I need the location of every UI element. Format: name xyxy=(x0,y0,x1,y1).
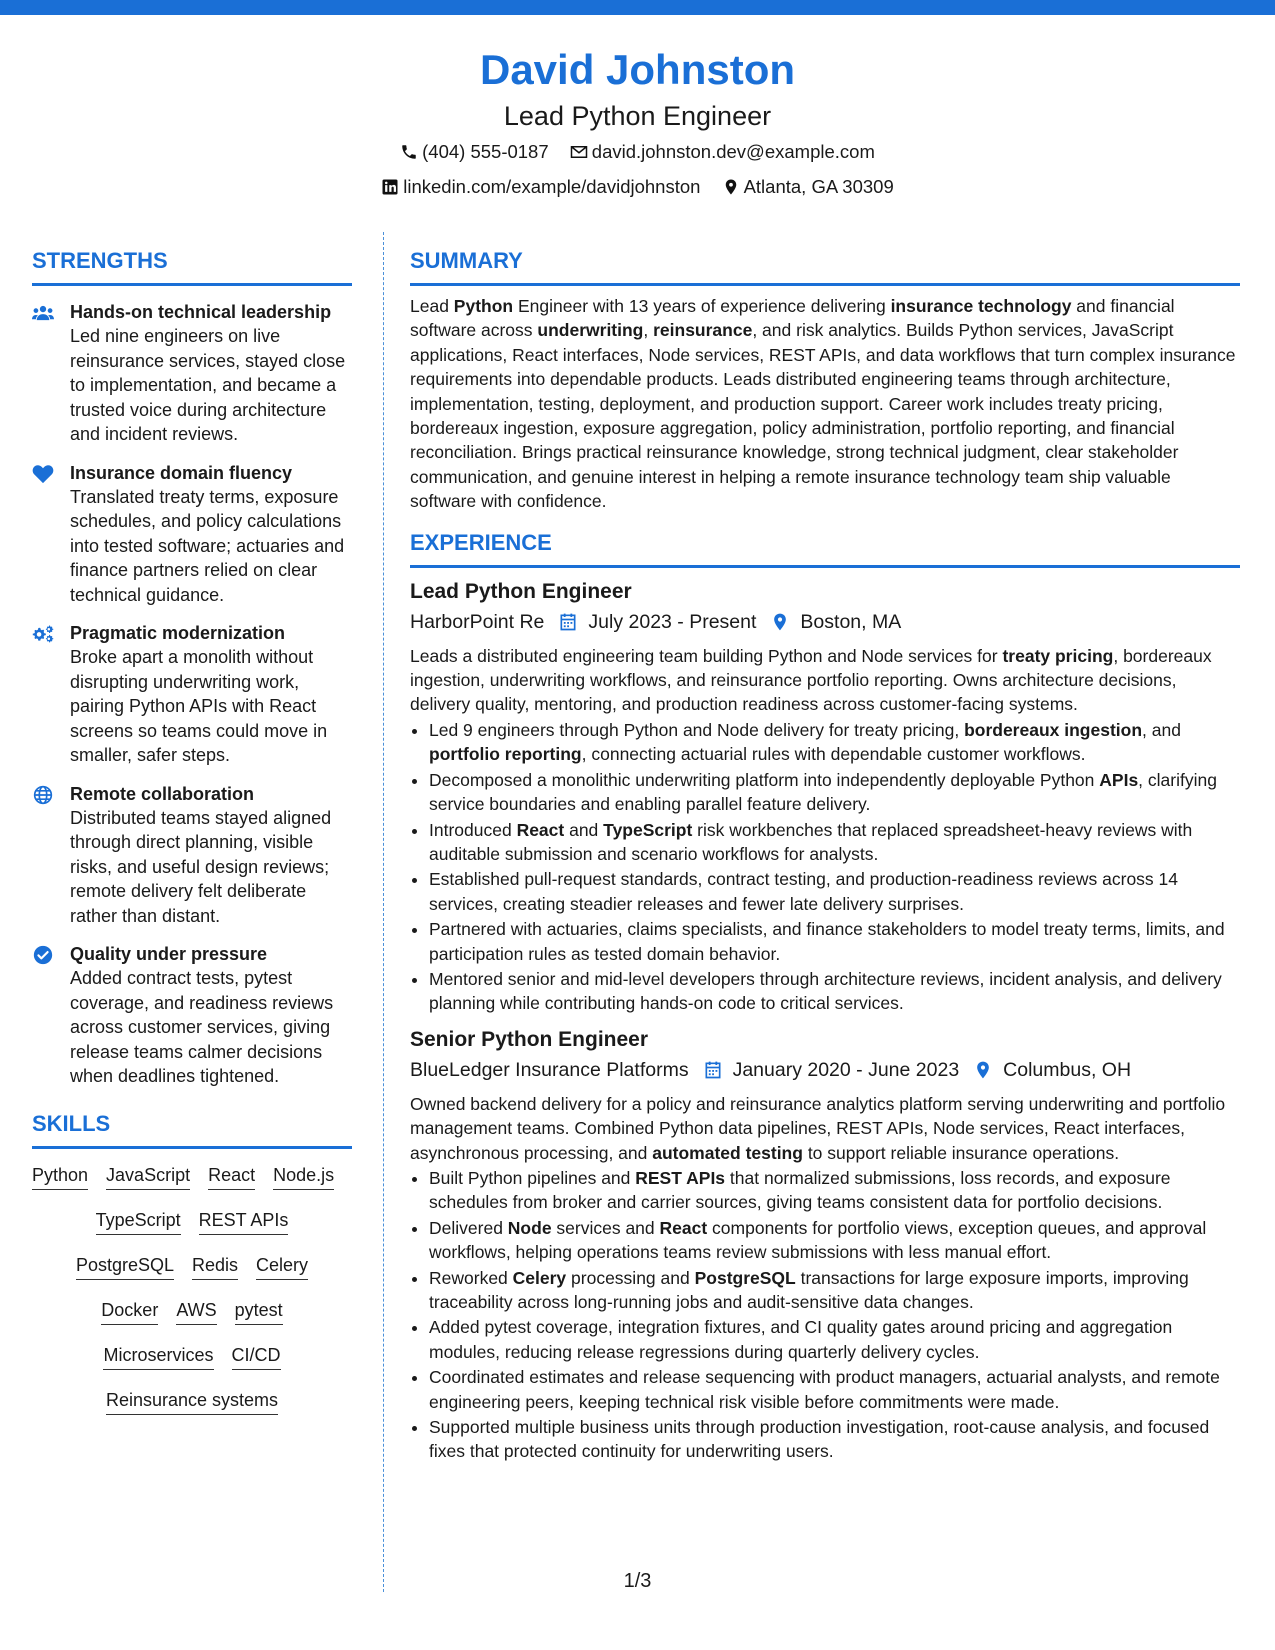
text-run: that normalized submissions, loss records, and exposure schedules from broker and carrier sources, giving teams consistent data for portfolio decisions. xyxy=(429,1167,1171,1213)
top-accent-bar xyxy=(0,0,1275,15)
location-contact xyxy=(722,175,894,199)
strength-title: Quality under pressure xyxy=(70,944,268,964)
bold-keyword: portfolio reporting xyxy=(429,744,582,765)
text-run: , xyxy=(643,320,654,341)
linkedin-text[interactable]: linkedin.com/example/davidjohnston xyxy=(403,176,701,197)
skill-tag: TypeScript xyxy=(96,1208,181,1235)
job-meta xyxy=(410,608,1240,636)
bullet-item xyxy=(429,818,1240,867)
skill-tag: Microservices xyxy=(103,1343,213,1370)
skill-tag: JavaScript xyxy=(106,1163,190,1190)
calendar-icon xyxy=(703,1060,723,1080)
users-icon xyxy=(32,300,70,447)
text-run: and financial software across xyxy=(410,296,1175,341)
strength-item xyxy=(32,621,352,768)
experience-heading: EXPERIENCE xyxy=(410,528,1240,568)
job-entry xyxy=(410,1026,1240,1464)
bold-keyword: React xyxy=(659,1217,708,1238)
text-run: Delivered xyxy=(429,1217,508,1238)
map-pin-icon xyxy=(973,1060,993,1080)
job-bullets xyxy=(410,1166,1240,1464)
map-pin-icon xyxy=(770,612,790,632)
skill-tag: CI/CD xyxy=(232,1343,281,1370)
skills-list xyxy=(32,1163,352,1415)
strength-title: Remote collaboration xyxy=(70,783,255,804)
strength-desc: Led nine engineers on live reinsurance services, stayed close to implementation, and became a trusted voice during architecture and incident reviews. xyxy=(70,326,346,444)
text-run: and xyxy=(564,819,604,840)
resume-header xyxy=(0,42,1275,202)
strength-item xyxy=(32,942,352,1089)
heart-icon xyxy=(32,461,70,608)
job-meta xyxy=(410,1056,1240,1084)
job-dates: January 2020 - June 2023 xyxy=(732,1058,960,1081)
bullet-item xyxy=(429,1315,1240,1364)
skill-row xyxy=(32,1253,352,1280)
check-circle-icon xyxy=(32,942,70,1089)
text-run: transactions for large exposure imports, improving traceability across long-running jobs and audit-sensitive data changes. xyxy=(429,1267,1189,1312)
job-title: Senior Python Engineer xyxy=(410,1027,649,1051)
contact-line-1 xyxy=(0,140,1275,167)
text-run: processing and xyxy=(566,1267,695,1288)
strengths-heading: STRENGTHS xyxy=(32,246,352,286)
skill-row xyxy=(32,1208,352,1235)
strength-item xyxy=(32,782,352,929)
skill-tag: Celery xyxy=(256,1253,308,1280)
strengths-list xyxy=(32,300,352,1089)
text-run: Established pull-request standards, contract testing, and production-readiness reviews across 14 services, creating steadier releases and fewer late delivery surprises. xyxy=(429,869,1179,914)
skill-tag: Node.js xyxy=(273,1163,334,1190)
left-column xyxy=(32,246,352,1415)
skill-tag: Redis xyxy=(192,1253,238,1280)
bold-keyword: Celery xyxy=(512,1267,567,1288)
text-run: Added pytest coverage, integration fixtures, and CI quality gates around pricing and aggregation modules, reducing release regressions during quarterly delivery cycles. xyxy=(429,1317,1173,1362)
skill-tag: Docker xyxy=(101,1298,158,1325)
text-run: Supported multiple business units through production investigation, root-cause analysis, and focused fixes that protected continuity for underwriting users. xyxy=(429,1417,1210,1462)
job-bullets xyxy=(410,718,1240,1016)
bullet-item xyxy=(429,1216,1240,1265)
map-pin-icon xyxy=(722,178,740,196)
text-run: , and risk analytics. Builds Python services, JavaScript applications, React interfaces, Node services, REST APIs, and data workflows that turn complex insurance requirements into dependable products. Leads distributed engineering teams through architecture, implementation, testing, deployment, and production support. Career work includes treaty pricing, bordereaux ingestion, exposure aggregation, policy administration, portfolio reporting, and financial reconciliation. Brings practical reinsurance knowledge, strong technical judgment, clear stakeholder communication, and genuine interest in helping a remote insurance technology team ship valuable software with confidence. xyxy=(410,320,1236,512)
company-name: HarborPoint Re xyxy=(410,610,545,633)
text-run: Introduced xyxy=(429,819,517,840)
job-description xyxy=(410,1092,1240,1165)
text-run: , bordereaux ingestion, underwriting workflows, and reinsurance portfolio reporting. Owns architecture decisions, delivery quality, mentoring, and production readiness across customer-facing systems. xyxy=(410,645,1212,715)
gears-icon xyxy=(32,621,70,768)
skill-tag: Reinsurance systems xyxy=(106,1388,278,1415)
envelope-icon xyxy=(570,143,588,161)
strength-item xyxy=(32,300,352,447)
job-title: Lead Python Engineer xyxy=(410,579,632,603)
bullet-item xyxy=(429,1266,1240,1315)
email-contact[interactable] xyxy=(570,140,875,164)
bullet-item xyxy=(429,768,1240,817)
text-run: Reworked xyxy=(429,1267,513,1288)
location-text: Atlanta, GA 30309 xyxy=(743,176,894,197)
skill-tag: AWS xyxy=(176,1298,216,1325)
job-entry xyxy=(410,578,1240,1016)
bold-keyword: PostgreSQL xyxy=(694,1267,796,1288)
job-dates: July 2023 - Present xyxy=(588,610,757,633)
text-run: Mentored senior and mid-level developers through architecture reviews, incident analysis, and delivery planning while contributing hands-on code to critical services. xyxy=(429,968,1222,1014)
strength-title: Hands-on technical leadership xyxy=(70,302,332,322)
phone-text: (404) 555-0187 xyxy=(422,141,549,162)
job-location: Boston, MA xyxy=(800,610,902,633)
bullet-item xyxy=(429,718,1240,767)
linkedin-icon xyxy=(381,178,399,196)
text-run: services and xyxy=(551,1217,660,1238)
bold-keyword: React xyxy=(516,819,565,840)
bold-keyword: automated testing xyxy=(652,1142,803,1163)
skill-tag: React xyxy=(208,1163,255,1190)
phone-icon xyxy=(400,143,418,161)
bold-keyword: treaty pricing xyxy=(1002,645,1114,666)
text-run: , and xyxy=(1142,719,1181,740)
bullet-item xyxy=(429,967,1240,1016)
strength-item xyxy=(32,461,352,608)
strength-desc: Distributed teams stayed aligned through direct planning, visible risks, and useful design reviews; remote delivery felt deliberate rather than distant. xyxy=(70,807,332,926)
bold-keyword: reinsurance xyxy=(653,320,753,341)
strength-desc: Translated treaty terms, exposure schedules, and policy calculations into tested software; actuaries and finance partners relied on clear technical guidance. xyxy=(70,486,345,605)
page-number: 1/3 xyxy=(623,1570,652,1592)
text-run: , clarifying service boundaries and enabling parallel feature delivery. xyxy=(429,769,1217,815)
company-name: BlueLedger Insurance Platforms xyxy=(410,1058,689,1081)
linkedin-contact[interactable] xyxy=(381,175,700,199)
column-divider xyxy=(383,232,384,1592)
phone-contact xyxy=(400,140,549,164)
bold-keyword: APIs xyxy=(1099,769,1139,790)
skill-row xyxy=(32,1163,352,1190)
contact-line-2 xyxy=(0,175,1275,202)
job-description xyxy=(410,644,1240,717)
summary-text xyxy=(410,294,1240,514)
skill-tag: Python xyxy=(32,1163,88,1190)
globe-icon xyxy=(32,782,70,929)
job-location: Columbus, OH xyxy=(1003,1058,1132,1081)
right-column xyxy=(410,246,1240,1464)
text-run: Leads a distributed engineering team building Python and Node services for xyxy=(410,645,1003,666)
bullet-item xyxy=(429,1166,1240,1215)
calendar-icon xyxy=(558,612,578,632)
bold-keyword: underwriting xyxy=(537,320,644,341)
text-run: Built Python pipelines and xyxy=(429,1167,636,1188)
skill-row xyxy=(32,1388,352,1415)
bold-keyword: Node xyxy=(507,1217,552,1238)
bullet-item xyxy=(429,867,1240,916)
skill-tag: PostgreSQL xyxy=(76,1253,174,1280)
strength-desc: Added contract tests, pytest coverage, and readiness reviews across customer services, giving release teams calmer decisions when deadlines tightened. xyxy=(70,968,334,1086)
skill-tag: REST APIs xyxy=(199,1208,289,1235)
text-run: Coordinated estimates and release sequencing with product managers, actuarial analysts, and remote engineering peers, keeping technical risk visible before commitments were made. xyxy=(429,1367,1220,1412)
strength-title: Insurance domain fluency xyxy=(70,462,293,483)
text-run: Partnered with actuaries, claims specialists, and finance stakeholders to model treaty terms, limits, and participation rules as tested domain behavior. xyxy=(429,919,1225,964)
email-text[interactable]: david.johnston.dev@example.com xyxy=(591,141,875,162)
strength-title: Pragmatic modernization xyxy=(70,623,286,643)
bold-keyword: TypeScript xyxy=(603,819,693,840)
text-run: Led 9 engineers through Python and Node delivery for treaty pricing, xyxy=(429,719,965,740)
text-run: Lead xyxy=(410,296,454,316)
bullet-item xyxy=(429,1365,1240,1414)
text-run: , connecting actuarial rules with dependable customer workflows. xyxy=(581,744,1086,765)
bold-keyword: REST APIs xyxy=(635,1167,726,1188)
candidate-name: David Johnston xyxy=(479,46,796,93)
bold-keyword: insurance technology xyxy=(890,296,1072,316)
experience-list xyxy=(410,578,1240,1464)
bold-keyword: bordereaux ingestion xyxy=(964,719,1143,740)
text-run: components for portfolio views, exception queues, and approval workflows, helping operations teams review submissions with less manual effort. xyxy=(429,1217,1207,1263)
skill-row xyxy=(32,1298,352,1325)
summary-heading: SUMMARY xyxy=(410,246,1240,286)
text-run: to support reliable insurance operations. xyxy=(802,1142,1120,1163)
skills-heading: SKILLS xyxy=(32,1109,352,1149)
bullet-item xyxy=(429,1415,1240,1464)
bullet-item xyxy=(429,917,1240,966)
strength-desc: Broke apart a monolith without disrupting underwriting work, pairing Python APIs with React screens so teams could move in smaller, safer steps. xyxy=(70,647,328,765)
skill-tag: pytest xyxy=(235,1298,283,1325)
text-run: Owned backend delivery for a policy and reinsurance analytics platform serving underwriting and portfolio management teams. Combined Python data pipelines, REST APIs, Node services, React interfaces, asynchronous processing, and xyxy=(410,1093,1226,1163)
text-run: Engineer with 13 years of experience delivering xyxy=(513,296,891,316)
skill-row xyxy=(32,1343,352,1370)
bold-keyword: Python xyxy=(453,296,514,316)
text-run: Decomposed a monolithic underwriting platform into independently deployable Python xyxy=(429,769,1100,790)
candidate-title: Lead Python Engineer xyxy=(503,101,772,131)
text-run: risk workbenches that replaced spreadsheet-heavy reviews with auditable submission and scenario workflows for analysts. xyxy=(429,819,1193,864)
